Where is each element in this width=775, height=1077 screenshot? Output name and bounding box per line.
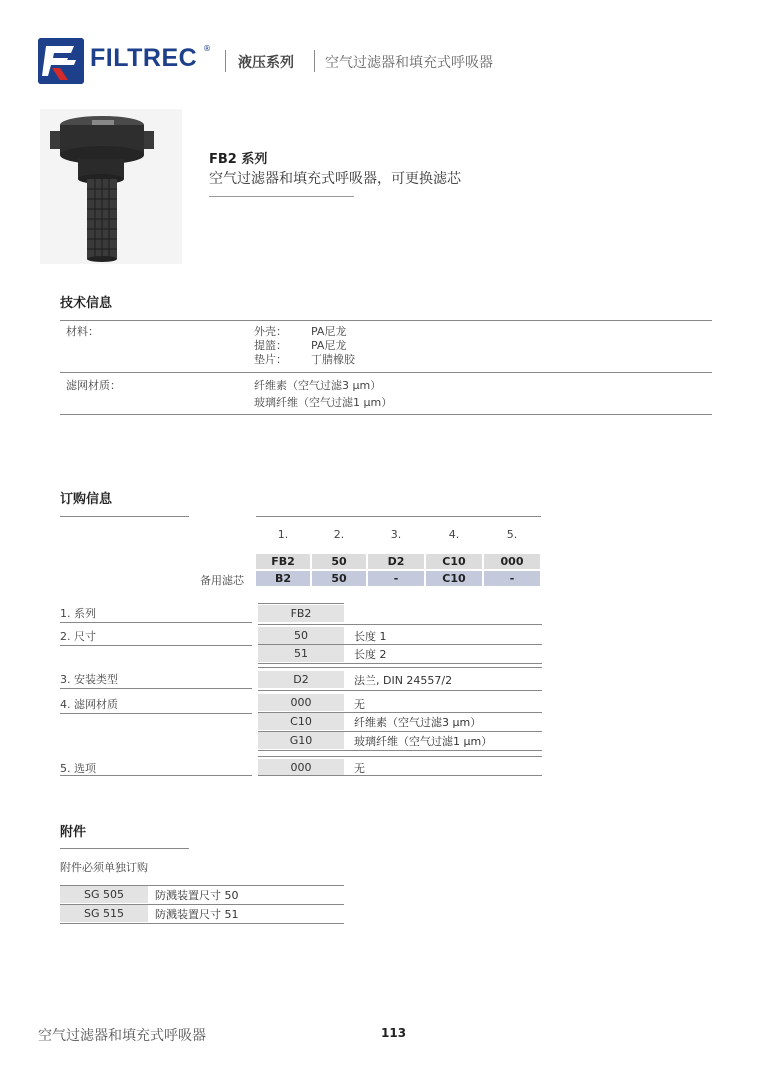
accessory-desc: 防溅装置尺寸 51: [155, 908, 239, 921]
spare-code-cell: B2: [256, 571, 310, 586]
group-rule: [60, 775, 252, 776]
tech-bottom-rule: [60, 414, 712, 415]
group-rule: [60, 688, 252, 689]
header-product-line: 空气过滤器和填充式呼吸器: [325, 55, 493, 71]
example-code-cell: 50: [312, 554, 366, 569]
group-label-mounting: 3. 安装类型: [60, 673, 118, 686]
product-subtitle: 空气过滤器和填充式呼吸器，可更换滤芯: [209, 171, 461, 187]
option-rule: [258, 690, 542, 691]
option-desc: 长度 1: [354, 630, 387, 643]
gasket-value: 丁腈橡胶: [311, 353, 355, 366]
basket-key: 提篮：: [254, 339, 287, 352]
page-number: 113: [381, 1026, 407, 1040]
option-code: D2: [258, 671, 344, 688]
option-rule: [258, 603, 344, 604]
group-rule: [60, 713, 252, 714]
option-desc: 无: [354, 698, 365, 711]
housing-key: 外壳：: [254, 325, 287, 338]
option-desc: 纤维素（空气过滤3 μm）: [354, 716, 482, 729]
group-rule: [60, 645, 252, 646]
tech-heading: 技术信息: [60, 296, 113, 311]
option-code: 000: [258, 694, 344, 711]
option-code: 50: [258, 627, 344, 644]
group-rule: [60, 622, 252, 623]
option-desc: 玻璃纤维（空气过滤1 μm）: [354, 735, 493, 748]
accessory-desc: 防溅装置尺寸 50: [155, 889, 239, 902]
accessories-note: 附件必须单独订购: [60, 861, 148, 874]
accessory-rule: [60, 923, 344, 924]
option-code: 51: [258, 645, 344, 662]
column-number: 3.: [390, 528, 402, 541]
option-desc: 法兰, DIN 24557/2: [354, 674, 453, 687]
brand-name: FILTREC: [90, 44, 198, 72]
option-desc: 长度 2: [354, 648, 387, 661]
media-cellulose: 纤维素（空气过滤3 μm）: [254, 379, 382, 392]
basket-value: PA尼龙: [311, 339, 347, 352]
media-label: 滤网材质：: [66, 379, 121, 392]
example-code-cell: C10: [426, 554, 482, 569]
spare-element-label: 备用滤芯: [200, 574, 244, 587]
column-number: 1.: [277, 528, 289, 541]
accessories-heading-rule: [60, 848, 189, 849]
housing-value: PA尼龙: [311, 325, 347, 338]
accessory-code: SG 515: [60, 905, 148, 922]
tech-top-rule: [60, 320, 712, 321]
ordering-heading-rule: [60, 516, 189, 517]
option-code: FB2: [258, 605, 344, 622]
group-label-media: 4. 滤网材质: [60, 698, 118, 711]
accessories-heading: 附件: [60, 825, 87, 840]
option-code: C10: [258, 713, 344, 730]
option-rule: [258, 775, 542, 776]
example-code-cell: 000: [484, 554, 540, 569]
group-label-series: 1. 系列: [60, 607, 96, 620]
column-number: 4.: [448, 528, 460, 541]
option-rule: [258, 663, 542, 664]
gasket-key: 垫片：: [254, 353, 287, 366]
group-label-options: 5. 选项: [60, 762, 96, 775]
header-divider: [225, 50, 226, 72]
option-code: G10: [258, 732, 344, 749]
footer-title: 空气过滤器和填充式呼吸器: [38, 1028, 206, 1044]
option-rule: [258, 756, 542, 757]
option-code: 000: [258, 759, 344, 776]
column-number: 5.: [506, 528, 518, 541]
filtrec-logo-icon: [38, 38, 84, 84]
option-rule: [258, 624, 542, 625]
example-code-cell: D2: [368, 554, 424, 569]
spare-code-cell: C10: [426, 571, 482, 586]
ordering-columns-rule: [256, 516, 541, 517]
column-number: 2.: [333, 528, 345, 541]
option-rule: [258, 750, 542, 751]
spare-code-cell: -: [368, 571, 424, 586]
group-label-size: 2. 尺寸: [60, 630, 96, 643]
material-label: 材料：: [66, 325, 99, 338]
ordering-heading: 订购信息: [60, 492, 113, 507]
product-image: [40, 109, 182, 264]
example-code-cell: FB2: [256, 554, 310, 569]
product-title: FB2 系列: [209, 152, 268, 167]
spare-code-cell: 50: [312, 571, 366, 586]
header-series: 液压系列: [238, 55, 294, 71]
option-desc: 无: [354, 762, 365, 775]
header-divider: [314, 50, 315, 72]
media-glass: 玻璃纤维（空气过滤1 μm）: [254, 396, 393, 409]
product-divider: [209, 196, 354, 197]
registered-mark: ®: [203, 44, 211, 53]
spare-code-cell: -: [484, 571, 540, 586]
tech-row-rule: [60, 372, 712, 373]
accessory-code: SG 505: [60, 886, 148, 903]
option-rule: [258, 667, 542, 668]
